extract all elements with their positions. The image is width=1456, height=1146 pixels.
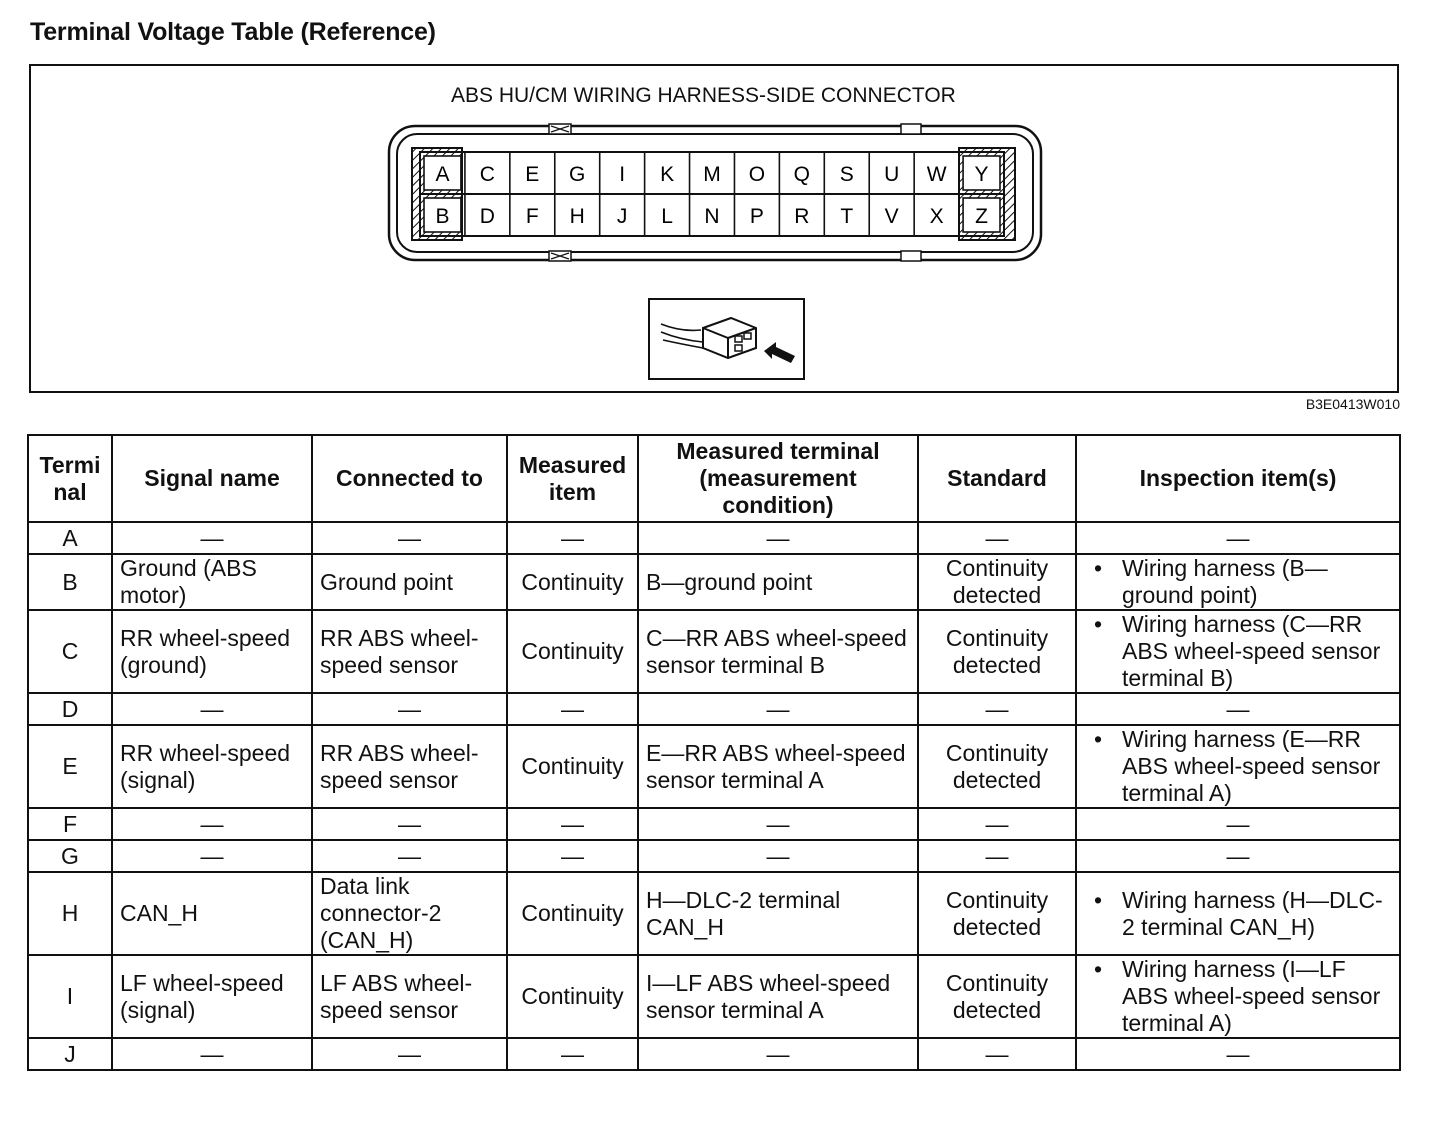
cell-inspection: — (1076, 840, 1400, 872)
connector-pin-E: E (525, 163, 540, 186)
cell-inspection (1076, 872, 1400, 955)
header-measured-terminal: Measured terminal (measurement condition) (638, 435, 918, 522)
cell-standard: Continuity detected (918, 872, 1076, 955)
inspection-bullet: • Wiring harness (B—ground point) (1084, 555, 1392, 609)
header-terminal: Termi nal (28, 435, 112, 522)
connector-pin-Z: Z (975, 205, 988, 228)
header-measured-item: Measured item (507, 435, 638, 522)
cell-connected: Data link connector-2 (CAN_H) (312, 872, 507, 955)
cell-inspection: — (1076, 522, 1400, 554)
connector-pin-U: U (884, 163, 900, 186)
cell-measured-terminal: B—ground point (638, 554, 918, 610)
cell-standard: — (918, 693, 1076, 725)
cell-measured-terminal: — (638, 522, 918, 554)
inspection-bullet: • Wiring harness (C—RR ABS wheel-speed sensor terminal B) (1084, 611, 1392, 692)
header-signal-name: Signal name (112, 435, 312, 522)
cell-terminal: J (28, 1038, 112, 1070)
table-row (28, 725, 1400, 808)
cell-terminal: D (28, 693, 112, 725)
cell-connected: Ground point (312, 554, 507, 610)
connector-pin-N: N (704, 205, 720, 228)
cell-terminal: E (28, 725, 112, 808)
cell-connected: RR ABS wheel-speed sensor (312, 725, 507, 808)
cell-inspection: — (1076, 1038, 1400, 1070)
cell-terminal: B (28, 554, 112, 610)
cell-measured-terminal: — (638, 840, 918, 872)
connector-drawing (31, 66, 1397, 391)
cell-standard: Continuity detected (918, 955, 1076, 1038)
cell-standard: — (918, 840, 1076, 872)
cell-measured-item: Continuity (507, 610, 638, 693)
connector-pin-S: S (839, 163, 854, 186)
cell-terminal: H (28, 872, 112, 955)
cell-standard: Continuity detected (918, 725, 1076, 808)
header-inspection-items: Inspection item(s) (1076, 435, 1400, 522)
inspection-bullet: • Wiring harness (H—DLC-2 terminal CAN_H) (1084, 887, 1392, 941)
table-row (28, 808, 1400, 840)
connector-pin-G: G (569, 163, 586, 186)
connector-pin-B: B (435, 205, 450, 228)
connector-pin-W: W (926, 163, 947, 186)
connector-pin-H: H (569, 205, 585, 228)
connector-pin-O: O (748, 163, 766, 186)
cell-connected: RR ABS wheel-speed sensor (312, 610, 507, 693)
cell-standard: — (918, 1038, 1076, 1070)
cell-inspection (1076, 955, 1400, 1038)
cell-signal: RR wheel-speed (signal) (112, 725, 312, 808)
connector-pin-K: K (660, 163, 675, 186)
table-row (28, 610, 1400, 693)
connector-label: ABS HU/CM WIRING HARNESS-SIDE CONNECTOR (451, 84, 956, 107)
cell-measured-terminal: — (638, 808, 918, 840)
cell-measured-item: Continuity (507, 872, 638, 955)
table-row (28, 522, 1400, 554)
connector-pin-A: A (435, 163, 450, 186)
connector-diagram (29, 64, 1399, 393)
connector-pin-Y: Y (974, 163, 989, 186)
table-row (28, 840, 1400, 872)
cell-standard: — (918, 522, 1076, 554)
cell-terminal: I (28, 955, 112, 1038)
connector-pin-F: F (525, 205, 539, 228)
terminal-voltage-table (27, 434, 1401, 1071)
cell-signal: LF wheel-speed (signal) (112, 955, 312, 1038)
inspection-bullet: • Wiring harness (E—RR ABS wheel-speed sensor terminal A) (1084, 726, 1392, 807)
cell-measured-item: Continuity (507, 725, 638, 808)
cell-signal: — (112, 693, 312, 725)
table-row (28, 693, 1400, 725)
cell-signal: Ground (ABS motor) (112, 554, 312, 610)
cell-measured-terminal: I—LF ABS wheel-speed sensor terminal A (638, 955, 918, 1038)
cell-inspection (1076, 554, 1400, 610)
cell-standard: Continuity detected (918, 554, 1076, 610)
cell-connected: — (312, 808, 507, 840)
table-row (28, 554, 1400, 610)
table-row (28, 872, 1400, 955)
cell-terminal: F (28, 808, 112, 840)
cell-measured-terminal: E—RR ABS wheel-speed sensor terminal A (638, 725, 918, 808)
page-title: Terminal Voltage Table (Reference) (30, 18, 436, 46)
header-connected-to: Connected to (312, 435, 507, 522)
connector-pin-T: T (840, 205, 854, 228)
cell-signal: CAN_H (112, 872, 312, 955)
cell-terminal: G (28, 840, 112, 872)
cell-inspection (1076, 610, 1400, 693)
cell-measured-terminal: H—DLC-2 terminal CAN_H (638, 872, 918, 955)
cell-inspection: — (1076, 693, 1400, 725)
cell-terminal: A (28, 522, 112, 554)
connector-pin-P: P (749, 205, 764, 228)
connector-pin-I: I (619, 163, 626, 186)
inspection-bullet: • Wiring harness (I—LF ABS wheel-speed sensor terminal A) (1084, 956, 1392, 1037)
connector-view-icon (649, 299, 804, 379)
cell-connected: LF ABS wheel-speed sensor (312, 955, 507, 1038)
connector-pin-D: D (479, 205, 495, 228)
connector-pin-M: M (703, 163, 721, 186)
cell-connected: — (312, 1038, 507, 1070)
connector-pin-J: J (616, 205, 628, 228)
cell-signal: — (112, 1038, 312, 1070)
cell-standard: Continuity detected (918, 610, 1076, 693)
cell-measured-item: — (507, 522, 638, 554)
cell-measured-item: Continuity (507, 554, 638, 610)
cell-measured-terminal: — (638, 1038, 918, 1070)
cell-measured-item: — (507, 808, 638, 840)
cell-measured-item: — (507, 693, 638, 725)
cell-signal: — (112, 840, 312, 872)
table-row (28, 1038, 1400, 1070)
cell-terminal: C (28, 610, 112, 693)
connector-pin-V: V (884, 205, 899, 228)
cell-measured-terminal: C—RR ABS wheel-speed sensor terminal B (638, 610, 918, 693)
cell-connected: — (312, 693, 507, 725)
cell-signal: RR wheel-speed (ground) (112, 610, 312, 693)
cell-measured-item: — (507, 1038, 638, 1070)
connector-pin-X: X (929, 205, 944, 228)
cell-signal: — (112, 522, 312, 554)
cell-inspection (1076, 725, 1400, 808)
cell-measured-terminal: — (638, 693, 918, 725)
figure-code: B3E0413W010 (1305, 396, 1400, 412)
cell-standard: — (918, 808, 1076, 840)
connector-pin-L: L (661, 205, 673, 228)
cell-connected: — (312, 522, 507, 554)
table-row (28, 955, 1400, 1038)
connector-pin-R: R (794, 205, 810, 228)
cell-connected: — (312, 840, 507, 872)
connector-pin-Q: Q (793, 163, 811, 186)
header-standard: Standard (918, 435, 1076, 522)
connector-pin-C: C (479, 163, 495, 186)
cell-measured-item: Continuity (507, 955, 638, 1038)
cell-measured-item: — (507, 840, 638, 872)
cell-signal: — (112, 808, 312, 840)
cell-inspection: — (1076, 808, 1400, 840)
table-header-row (28, 435, 1400, 522)
